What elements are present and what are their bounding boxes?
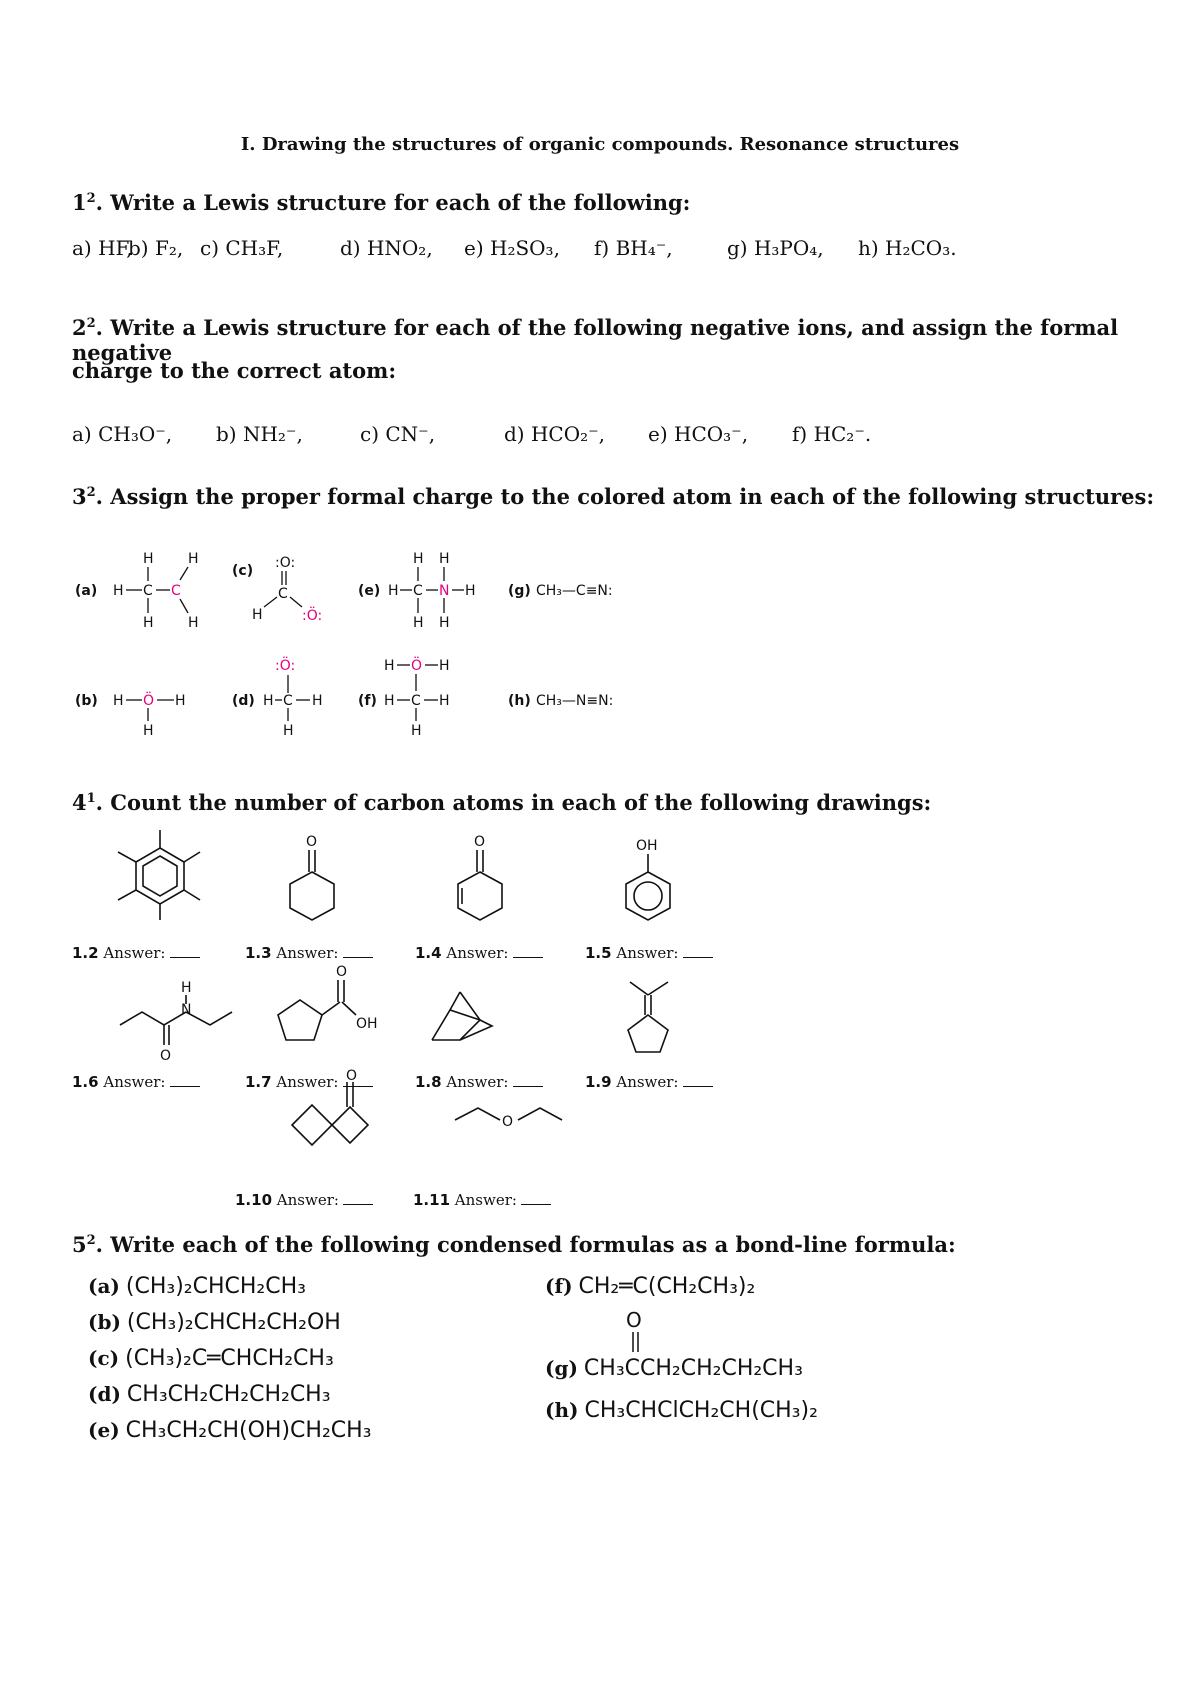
svg-text:N: N [439, 583, 450, 599]
svg-text:H: H [113, 693, 124, 709]
svg-text:O: O [474, 834, 486, 850]
svg-text::Ö:: :Ö: [275, 658, 296, 674]
formula-item-e: (e) CH₃CH₂CH(OH)CH₂CH₃ [88, 1418, 372, 1443]
formula-item-a: (a) (CH₃)₂CHCH₂CH₃ [88, 1274, 306, 1299]
question-1: $1^2$. Write a Lewis structure for each of the following: [72, 190, 691, 215]
q1-item-a: a) HF, [72, 236, 133, 260]
svg-text:H: H [188, 551, 199, 567]
svg-text:C: C [278, 586, 288, 602]
svg-text:Ö: Ö [411, 658, 423, 674]
answer-blank[interactable] [343, 1086, 373, 1087]
answer-blank[interactable] [513, 957, 543, 958]
q1-item-b: b) F₂, [128, 236, 184, 260]
question-4: $4^1$. Count the number of carbon atoms in each of the following drawings: [72, 790, 932, 815]
q2-item-e: e) HCO₃⁻, [648, 422, 749, 446]
svg-text:H: H [384, 658, 395, 674]
svg-text:H: H [312, 693, 323, 709]
label-d: (d) [232, 693, 255, 709]
svg-text:H: H [143, 723, 154, 739]
svg-text:O: O [626, 1308, 642, 1332]
answer-1-6: 1.6 Answer: [72, 1073, 200, 1091]
svg-text:O: O [346, 1068, 358, 1084]
svg-text:H: H [413, 615, 424, 631]
svg-text:H: H [384, 693, 395, 709]
svg-text:OH: OH [356, 1016, 378, 1032]
answer-1-8: 1.8 Answer: [415, 1073, 543, 1091]
answer-1-2: 1.2 Answer: [72, 944, 200, 962]
label-f: (f) [358, 693, 377, 709]
answer-blank[interactable] [170, 957, 200, 958]
formula-g: CH₃—C≡N: [536, 583, 613, 599]
carbon-count-drawings [60, 830, 760, 1210]
svg-text:H: H [263, 693, 274, 709]
svg-text:C: C [283, 693, 293, 709]
answer-blank[interactable] [521, 1204, 551, 1205]
svg-text:C: C [413, 583, 423, 599]
answer-1-10: 1.10 Answer: [235, 1191, 373, 1209]
answer-blank[interactable] [170, 1086, 200, 1087]
answer-1-9: 1.9 Answer: [585, 1073, 713, 1091]
svg-text:H: H [388, 583, 399, 599]
label-g: (g) [508, 583, 531, 599]
question-3: $3^2$. Assign the proper formal charge to the colored atom in each of the following structures: [72, 484, 1155, 509]
q2-item-a: a) CH₃O⁻, [72, 422, 173, 446]
formula-item-f: (f) CH₂═C(CH₂CH₃)₂ [545, 1274, 756, 1299]
svg-text:H: H [113, 583, 124, 599]
svg-text:O: O [502, 1114, 514, 1130]
answer-1-5: 1.5 Answer: [585, 944, 713, 962]
page-title: I. Drawing the structures of organic compounds. Resonance structures [240, 134, 960, 155]
svg-text:O: O [160, 1048, 172, 1064]
q1-item-d: d) HNO₂, [340, 236, 433, 260]
q1-item-h: h) H₂CO₃. [858, 236, 957, 260]
svg-text:H: H [181, 980, 192, 996]
answer-blank[interactable] [343, 957, 373, 958]
formula-item-b: (b) (CH₃)₂CHCH₂CH₂OH [88, 1310, 341, 1335]
label-b: (b) [75, 693, 98, 709]
svg-text:H: H [143, 551, 154, 567]
svg-text:C: C [143, 583, 153, 599]
answer-1-7: 1.7 Answer: [245, 1073, 373, 1091]
svg-text:H: H [439, 551, 450, 567]
svg-text:H: H [439, 693, 450, 709]
svg-text:H: H [439, 615, 450, 631]
answer-blank[interactable] [513, 1086, 543, 1087]
question-2-line-1: $2^2$. Write a Lewis structure for each of the following negative ions, and assign the formal negative [72, 315, 1119, 365]
svg-text::O:: :O: [275, 555, 296, 571]
svg-text:H: H [413, 551, 424, 567]
label-c: (c) [232, 563, 254, 579]
formal-charge-structures [70, 545, 720, 745]
label-e: (e) [358, 583, 381, 599]
q1-item-e: e) H₂SO₃, [464, 236, 560, 260]
answer-blank[interactable] [683, 957, 713, 958]
formula-item-c: (c) (CH₃)₂C═CHCH₂CH₃ [88, 1346, 334, 1371]
carbonyl-mark [620, 1308, 650, 1358]
q1-item-g: g) H₃PO₄, [727, 236, 824, 260]
svg-text::Ö:: :Ö: [302, 608, 323, 624]
svg-text:H: H [283, 723, 294, 739]
formula-item-d: (d) CH₃CH₂CH₂CH₂CH₃ [88, 1382, 331, 1407]
q2-item-d: d) HCO₂⁻, [504, 422, 606, 446]
svg-text:C: C [171, 583, 181, 599]
svg-text:Ö: Ö [143, 693, 155, 709]
q1-item-f: f) BH₄⁻, [594, 236, 673, 260]
answer-1-11: 1.11 Answer: [413, 1191, 551, 1209]
answer-1-3: 1.3 Answer: [245, 944, 373, 962]
svg-text:N: N [181, 1002, 192, 1018]
svg-text:O: O [306, 834, 318, 850]
svg-text:C: C [411, 693, 421, 709]
q2-item-b: b) NH₂⁻, [216, 422, 303, 446]
svg-text:H: H [411, 723, 422, 739]
formula-item-g: (g) CH₃CCH₂CH₂CH₂CH₃ [545, 1356, 803, 1381]
q2-item-c: c) CN⁻, [360, 422, 436, 446]
label-h: (h) [508, 693, 531, 709]
svg-text:H: H [175, 693, 186, 709]
formula-item-h: (h) CH₃CHClCH₂CH(CH₃)₂ [545, 1398, 818, 1423]
q2-item-f: f) HC₂⁻. [792, 422, 872, 446]
svg-text:H: H [188, 615, 199, 631]
answer-blank[interactable] [683, 1086, 713, 1087]
question-2-line-2: charge to the correct atom: [72, 358, 397, 383]
formula-h: CH₃—N≡N: [536, 693, 614, 709]
svg-text:H: H [252, 607, 263, 623]
svg-text:H: H [439, 658, 450, 674]
answer-blank[interactable] [343, 1204, 373, 1205]
svg-text:H: H [143, 615, 154, 631]
label-a: (a) [75, 583, 98, 599]
svg-text:H: H [465, 583, 476, 599]
svg-text:OH: OH [636, 838, 658, 854]
answer-1-4: 1.4 Answer: [415, 944, 543, 962]
question-5: $5^2$. Write each of the following condensed formulas as a bond-line formula: [72, 1232, 956, 1257]
svg-text:O: O [336, 964, 348, 980]
q1-item-c: c) CH₃F, [200, 236, 284, 260]
